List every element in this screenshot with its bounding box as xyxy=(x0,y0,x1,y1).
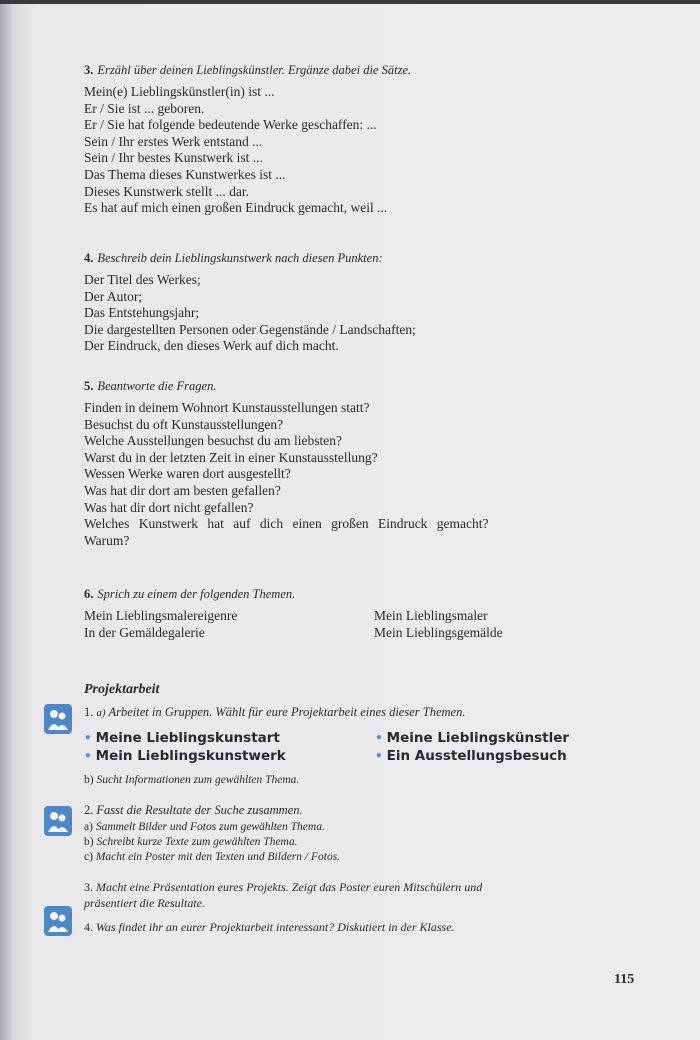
task-2-text: Fasst die Resultate der Suche zusammen. xyxy=(96,803,303,817)
ex6-topics xyxy=(84,608,664,641)
ex4-line: Der Titel des Werkes; xyxy=(84,272,201,287)
task-3-text: Macht eine Präsentation eures Projekts. Zeigt das Poster euren Mitschülern und xyxy=(96,880,483,894)
group-work-icon xyxy=(44,704,72,734)
task-2-number: 2. xyxy=(84,803,94,817)
task-2-sub: a) Sammelt Bilder und Fotos zum gewählten Thema. xyxy=(84,821,325,833)
ex4-line: Das Entstehungsjahr; xyxy=(84,305,200,321)
task-4-text: Was findet ihr an eurer Projektarbeit interessant? Diskutiert in der Klasse. xyxy=(96,920,455,934)
project-topics xyxy=(84,729,664,765)
ex3-line: Es hat auf mich einen großen Eindruck gemacht, weil ... xyxy=(84,200,388,216)
exercise-4-number: 4. xyxy=(84,251,94,265)
ex6-column-left xyxy=(84,608,374,641)
project-task-3-cont: präsentiert die Resultate. xyxy=(84,896,205,910)
ex5-question: Welche Ausstellungen besuchst du am liebsten? xyxy=(84,433,342,449)
exercise-3-heading xyxy=(84,62,664,78)
exercise-3-number: 3. xyxy=(84,63,94,77)
ex5-question: Besuchst du oft Kunstausstellungen? xyxy=(84,416,284,432)
group-work-icon xyxy=(44,906,72,936)
ex3-line: Er / Sie ist ... geboren. xyxy=(84,100,205,116)
topics-right xyxy=(375,729,664,765)
ex4-line: Der Eindruck, den dieses Werk auf dich macht. xyxy=(84,338,339,354)
topic-item: • Ein Ausstellungsbesuch xyxy=(374,748,567,764)
ex5-question: Welches Kunstwerk hat auf dich einen großen Eindruck gemacht? xyxy=(84,516,489,532)
topics-left xyxy=(84,729,375,765)
exercise-3 xyxy=(84,62,664,217)
exercise-4-heading xyxy=(84,250,664,266)
topic-item: • Mein Lieblingskunstwerk xyxy=(84,748,286,764)
ex3-line: Sein / Ihr erstes Werk entstand ... xyxy=(84,133,263,149)
top-edge xyxy=(0,0,700,4)
topic-item: • Meine Lieblingskünstler xyxy=(374,730,570,746)
exercise-6-number: 6. xyxy=(84,587,94,601)
task-1b: b) Sucht Informationen zum gewählten Thema. xyxy=(84,774,300,786)
ex3-line: Sein / Ihr bestes Kunstwerk ist ... xyxy=(84,150,263,166)
book-spine-shadow xyxy=(0,0,12,1040)
project-task-1 xyxy=(84,704,664,721)
ex3-line: Mein(e) Lieblingskünstler(in) ist ... xyxy=(84,84,275,99)
project-section xyxy=(84,682,664,935)
bullet-icon: • xyxy=(374,749,383,763)
ex6-topic: In der Gemäldegalerie xyxy=(84,624,205,640)
ex5-question: Warum? xyxy=(84,532,130,548)
ex5-question: Warst du in der letzten Zeit in einer Kunstausstellung? xyxy=(84,449,378,465)
ex6-topic: Mein Lieblingsmaler xyxy=(374,608,488,623)
ex3-line: Das Thema dieses Kunstwerkes ist ... xyxy=(84,166,286,182)
project-task-4 xyxy=(84,919,664,935)
bullet-icon: • xyxy=(374,731,383,745)
exercise-5-heading xyxy=(84,378,664,394)
exercise-6 xyxy=(84,586,664,641)
topic-item: • Meine Lieblingskunstart xyxy=(84,730,280,746)
task-1-text: Arbeitet in Gruppen. Wählt für eure Projektarbeit eines dieser Themen. xyxy=(108,705,466,719)
ex4-line: Der Autor; xyxy=(84,288,143,304)
ex6-topic: Mein Lieblingsmalereigenre xyxy=(84,608,238,623)
ex6-column-right xyxy=(374,608,664,641)
bullet-icon: • xyxy=(84,749,92,763)
ex5-question: Was hat dir dort nicht gefallen? xyxy=(84,499,254,515)
page-number: 115 xyxy=(614,972,635,987)
exercise-5-instruction: Beantworte die Fragen. xyxy=(97,379,217,393)
ex5-question: Was hat dir dort am besten gefallen? xyxy=(84,482,281,498)
ex5-question: Wessen Werke waren dort ausgestellt? xyxy=(84,466,291,482)
exercise-5 xyxy=(84,378,664,549)
task-3-number: 3. xyxy=(84,880,93,894)
exercise-3-instruction: Erzähl über deinen Lieblingskünstler. Ergänze dabei die Sätze. xyxy=(97,63,412,77)
exercise-4-instruction: Beschreib dein Lieblingskunstwerk nach diesen Punkten: xyxy=(97,251,383,265)
task-2-sub: c) Macht ein Poster mit den Texten und Bildern / Fotos. xyxy=(84,851,341,863)
ex3-line: Er / Sie hat folgende bedeutende Werke geschaffen: ... xyxy=(84,117,377,133)
ex3-line: Dieses Kunstwerk stellt ... dar. xyxy=(84,183,249,199)
exercise-6-instruction: Sprich zu einem der folgenden Themen. xyxy=(97,587,296,601)
exercise-4 xyxy=(84,250,664,355)
project-title: Projektarbeit xyxy=(84,682,160,697)
ex5-question: Finden in deinem Wohnort Kunstausstellungen statt? xyxy=(84,400,370,415)
task-1-number: 1. xyxy=(84,705,94,719)
bullet-icon: • xyxy=(84,731,92,745)
group-work-icon xyxy=(44,806,72,836)
project-task-2 xyxy=(84,802,664,818)
exercise-6-heading xyxy=(84,586,664,602)
project-task-3 xyxy=(84,879,664,895)
task-1-letter: a) xyxy=(96,707,106,719)
task-2-sub: b) Schreibt kurze Texte zum gewählten Thema. xyxy=(84,836,298,848)
exercise-5-number: 5. xyxy=(84,379,94,393)
ex4-line: Die dargestellten Personen oder Gegenstände / Landschaften; xyxy=(84,321,416,337)
ex6-topic: Mein Lieblingsgemälde xyxy=(374,624,503,640)
task-4-number: 4. xyxy=(84,920,93,934)
